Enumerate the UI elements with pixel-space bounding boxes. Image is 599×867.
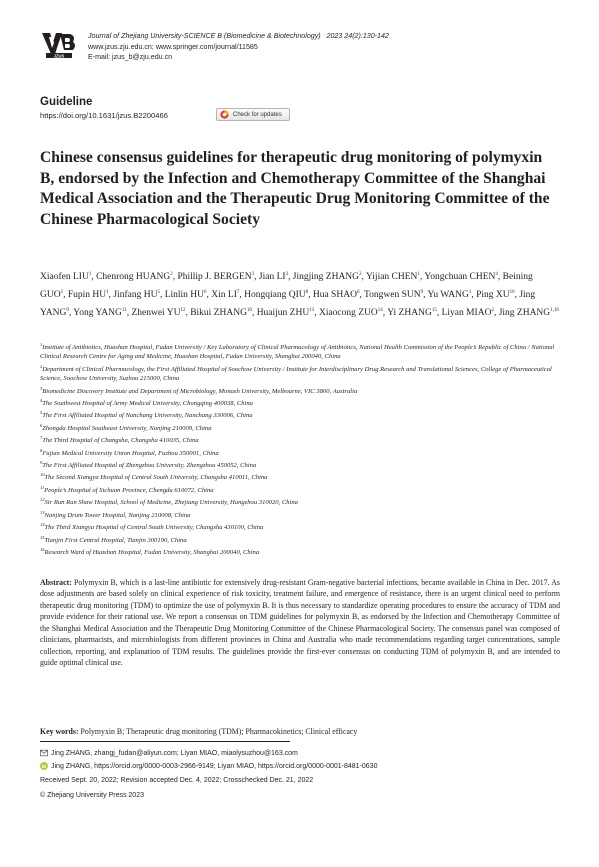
author-affiliation-number: 9 [66, 308, 69, 314]
affiliation-text: Research Ward of Huashan Hospital, Fudan University, Shanghai 200040, China [44, 548, 260, 556]
author-affiliation-number: 15 [431, 308, 437, 314]
affiliation-number: 7 [40, 435, 43, 441]
author-list [40, 267, 560, 322]
author-name-text: Bikui ZHANG [190, 308, 247, 319]
author-name-text: Xiaocong ZUO [318, 308, 378, 319]
author-affiliation-number: 1 [88, 272, 92, 277]
logo-text: JZUS [53, 53, 65, 59]
affiliation-list [40, 340, 560, 557]
author-affiliation-number: 3 [251, 272, 255, 277]
author-name-text: Xin LI [211, 290, 237, 301]
author-affiliation-number: 6 [204, 290, 207, 296]
affiliation-number: 6 [40, 422, 43, 428]
received-dates: Received Sept. 20, 2022; Revision accepted Dec. 4, 2022; Crosschecked Dec. 21, 2022 [40, 777, 314, 784]
author-affiliation-number: 14 [377, 308, 383, 314]
author-name: Jing YANG$^9$, [40, 290, 536, 319]
keywords-label: Key words: [40, 727, 79, 736]
author-name: Fupin $HU^1$, [67, 290, 114, 301]
author-name: Huaijun ZHU$^{13}$, [256, 308, 319, 319]
affiliation-item [40, 340, 560, 362]
author-name: Jian $LI^3$, [258, 272, 293, 282]
affiliation-item [40, 483, 560, 495]
affiliation-text: The First Affiliated Hospital of Zhengzhou University, Zhengzhou 450052, China [42, 462, 257, 470]
affiliation-text: Tianjin First Central Hospital, Tianjin 300190, China [44, 536, 187, 544]
volume-info: 2023 24(2):130-142 [326, 32, 389, 40]
check-updates-icon [220, 110, 229, 119]
author-name-text: Yong YANG [73, 308, 122, 319]
affiliation-text: Biomedicine Discovery Institute and Department of Microbiology, Monash University, Melbourne, VIC 3800, Australia [42, 387, 358, 395]
author-name: Yong YANG$^{11}$, [73, 308, 132, 319]
affiliation-item [40, 545, 560, 557]
affiliation-item [40, 533, 560, 545]
author-name-text: Jian LI [258, 272, 286, 282]
abstract-label: Abstract: [40, 578, 72, 587]
author-name-text: Jingjing ZHANG [292, 272, 360, 282]
affiliation-text: The First Affiliated Hospital of Nanchang University, Nanchang 330006, China [42, 412, 253, 420]
author-name-text: Hongqiang QIU [244, 290, 306, 301]
affiliation-item [40, 433, 560, 445]
affiliation-item [40, 408, 560, 420]
keywords [40, 727, 560, 736]
author-name: Zhenwei YU$^{12}$, [131, 308, 191, 319]
author-name: Liyan MIAO$^2$, [441, 308, 499, 319]
affiliation-text: The Second Xiangya Hospital of Central South University, Changsha 410011, China [44, 474, 268, 482]
author-affiliation-number: 2 [491, 308, 494, 314]
author-name-text: Yijian CHEN [365, 272, 418, 282]
affiliation-item [40, 508, 560, 520]
author-name-text: Chenrong HUANG [96, 272, 171, 282]
author-name: Linlin $HU^6$, [164, 290, 212, 301]
abstract [40, 577, 560, 669]
author-name: Hongqiang QIU$^8$, [244, 290, 313, 301]
envelope-icon [40, 749, 48, 757]
jzus-logo-icon [40, 30, 78, 60]
keywords-text: Polymyxin B; Therapeutic drug monitoring (TDM); Pharmacokinetics; Clinical efficacy [80, 727, 358, 736]
affiliation-number: 11 [40, 484, 45, 490]
affiliation-number: 14 [40, 522, 45, 528]
check-updates-label: Check for updates [233, 111, 282, 118]
affiliation-number: 3 [40, 385, 43, 391]
doi-link[interactable]: https://doi.org/10.1631/jzus.B2200466 [40, 111, 168, 120]
affiliation-text: The Southwest Hospital of Army Medical University, Chongqing 400038, China [42, 400, 253, 408]
affiliation-number: 9 [40, 460, 43, 466]
affiliation-text: Institute of Antibiotics, Huashan Hospital, Fudan University / Key Laboratory of Clinical Pharmacology of Antibiotics, National Health Commission of the People’s Republic of China / National Clinical Research Centre for Aging and Medicine, Huashan Hospital, Fudan University, Shanghai 200040, China [40, 344, 555, 361]
journal-websites[interactable]: www.jzus.zju.edu.cn; www.springer.com/journal/11585 [88, 42, 258, 51]
author-name-text: Jinfang HU [113, 290, 158, 301]
affiliation-number: 13 [40, 509, 45, 515]
author-affiliation-number: 1 [468, 290, 472, 296]
author-name-text: Huaijun ZHU [256, 308, 310, 319]
author-name: Jingjing ZHANG$^2$, [292, 272, 366, 282]
author-affiliation-number: 5 [157, 290, 160, 296]
orcid-note [40, 762, 377, 770]
affiliation-number: 4 [40, 398, 43, 404]
affiliation-number: 12 [40, 497, 45, 503]
author-affiliation-number: 6 [356, 290, 360, 296]
author-name-text: Yongchuan CHEN [424, 272, 496, 282]
affiliation-number: 1 [40, 342, 43, 347]
author-name: Yongchuan CHEN$^4$, [424, 272, 503, 282]
author-name: Hua SHAO$^6$, [312, 290, 365, 301]
footnote-divider [40, 741, 290, 742]
affiliation-item [40, 396, 560, 408]
author-affiliation-number: 2 [359, 272, 362, 277]
check-updates-button[interactable] [216, 108, 290, 121]
author-name-text: Fupin HU [67, 290, 107, 301]
affiliation-number: 10 [40, 472, 45, 478]
author-affiliation-number: 7 [236, 290, 240, 296]
author-name-text: Zhenwei YU [131, 308, 181, 319]
author-name: Bikui ZHANG$^{10}$, [190, 308, 257, 319]
author-name: Ping XU$^{10}$, [476, 290, 520, 301]
author-name: Yu WANG$^1$, [427, 290, 477, 301]
author-name: Yi ZHANG$^{15}$, [387, 308, 442, 319]
author-affiliation-number: 11 [121, 308, 127, 314]
affiliation-item [40, 362, 560, 384]
affiliation-item [40, 470, 560, 482]
correspondence-text[interactable]: Jing ZHANG, zhangj_fudan@aliyun.com; Liyan MIAO, miaolysuzhou@163.com [51, 749, 298, 757]
author-affiliation-number: 13 [309, 308, 315, 314]
affiliation-item [40, 384, 560, 396]
author-name-text: Liyan MIAO [441, 308, 492, 319]
author-name-text: Ping XU [476, 290, 510, 301]
affiliation-item [40, 495, 560, 507]
author-affiliation-number: 10 [246, 308, 252, 314]
author-name-text: Jing YANG [40, 290, 536, 319]
affiliation-number: 5 [40, 410, 43, 416]
author-affiliation-number: 8 [305, 290, 309, 296]
author-name-text: Beining GUO [40, 272, 533, 301]
author-affiliation-number: 1 [60, 290, 64, 296]
abstract-text: Polymyxin B, which is a last-line antibiotic for extensively drug-resistant Gram-negative bacterial infections, became available in China in Dec. 2017. As dose adjustments are based solely on clinical experience of risk toxicity, treatment failure, and emergence of resistance, there is an urgent clinical need to perform therapeutic drug monitoring (TDM) to optimize the use of polymyxin B. It is thus necessary to standardize operating procedures to ensure the accuracy of TDM and provide evidence for their rational use. We report a consensus on TDM guidelines for polymyxin B, as endorsed by the Infection and Chemotherapy Committee of the Shanghai Medical Association and the Therapeutic Drug Monitoring Committee of the Chinese Pharmacological Society. The consensus panel was composed of clinicians, pharmacists, and microbiologists from different provinces in China and Australia who made recommendations regarding target concentrations, sample collection, reporting, and explanation of TDM results. The guidelines provide the first-ever consensus on conducting TDM of polymyxin B, and are intended to guide optimal clinical use. [40, 578, 560, 668]
author-name-text: Phillip J. BERGEN [177, 272, 252, 282]
author-affiliation-number: 2 [170, 272, 173, 277]
author-affiliation-number: 1 [106, 290, 109, 296]
affiliation-number: 15 [40, 534, 45, 540]
author-affiliation-number: 1 [417, 272, 420, 277]
affiliation-number: 16 [40, 546, 45, 552]
author-name-text: Xiaofen LIU [40, 272, 89, 282]
journal-title: Journal of Zhejiang University-SCIENCE B (Biomedicine & Biotechnology) [88, 32, 321, 40]
correspondence-note [40, 749, 298, 757]
journal-header [88, 31, 389, 63]
author-name-text: Yi ZHANG [387, 308, 432, 319]
affiliation-text: Zhongda Hospital Southeast University, Nanjing 210009, China [42, 424, 212, 432]
journal-logo [40, 30, 78, 60]
author-name [499, 308, 559, 318]
affiliation-text: People’s Hospital of Sichuan Province, Chengdu 610072, China [44, 486, 214, 494]
affiliation-item [40, 446, 560, 458]
copyright: © Zhejiang University Press 2023 [40, 792, 144, 799]
author-affiliation-number: 10 [509, 290, 515, 296]
author-name: Xiaofen LIU$^1$, [40, 272, 97, 282]
affiliation-text: The Third Xiangya Hospital of Central South University, Changsha 430100, China [44, 524, 264, 532]
author-name-text: Jing ZHANG [498, 308, 551, 319]
author-name-text: Linlin HU [164, 290, 205, 301]
orcid-icon [40, 762, 48, 770]
author-name-text: Hua SHAO [312, 290, 357, 301]
author-affiliation-number: 9 [420, 290, 424, 296]
author-name: Beining GUO$^1$, [40, 272, 533, 301]
affiliation-text: Nanjing Drum Tower Hospital, Nanjing 210008, China [44, 511, 191, 519]
author-affiliation-number: 1,16 [550, 308, 559, 314]
author-affiliation-number: 3 [285, 272, 289, 277]
journal-email[interactable]: E-mail: jzus_b@zju.edu.cn [88, 53, 173, 62]
affiliation-text: Fujian Medical University Union Hospital, Fuzhou 350001, China [42, 449, 219, 457]
author-name: Yijian CHEN$^1$, [365, 272, 425, 282]
author-name: Tongwen SUN$^9$, [364, 290, 428, 301]
article-type: Guideline [40, 96, 93, 108]
author-affiliation-number: 12 [180, 308, 186, 314]
affiliation-text: Department of Clinical Pharmacology, the First Affiliated Hospital of Soochow University / Institute for Interdisciplinary Drug Research and Translational Sciences, College of Pharmaceutical Science, Soochow University, Suzhou 215000, China [40, 365, 552, 383]
orcid-text[interactable]: Jing ZHANG, https://orcid.org/0000-0003-2966-9149; Liyan MIAO, https://orcid.org/0000-0001-8481-0630 [51, 762, 378, 770]
author-name-text: Tongwen SUN [364, 290, 421, 301]
article-title: Chinese consensus guidelines for therapeutic drug monitoring of polymyxin B, endorsed by the Infection and Chemotherapy Committee of the Shanghai Medical Association and the Therapeutic Drug Monitoring Committee of the Chinese Pharmacological Society [40, 149, 550, 228]
affiliation-item [40, 458, 560, 470]
affiliation-item [40, 520, 560, 532]
author-name: Jinfang $HU^5$, [113, 290, 165, 301]
author-name: Chenrong HUANG$^2$, [96, 272, 178, 282]
author-name-text: Yu WANG [427, 290, 469, 301]
author-name: Xiaocong ZUO$^{14}$, [318, 308, 388, 319]
svg-text:iD: iD [41, 764, 47, 770]
affiliation-text: Sir Run Run Shaw Hospital, School of Medicine, Zhejiang University, Hangzhou 310020, China [44, 499, 298, 507]
affiliation-text: The Third Hospital of Changsha, Changsha 410035, China [42, 437, 199, 445]
author-affiliation-number: 4 [495, 272, 498, 277]
author-name: Xin $LI^7$, [211, 290, 245, 301]
affiliation-item [40, 421, 560, 433]
author-name: Phillip J. BERGEN$^3$, [177, 272, 259, 282]
journal-title-line [88, 31, 389, 42]
affiliation-number: 2 [40, 363, 43, 369]
affiliation-number: 8 [40, 447, 43, 453]
